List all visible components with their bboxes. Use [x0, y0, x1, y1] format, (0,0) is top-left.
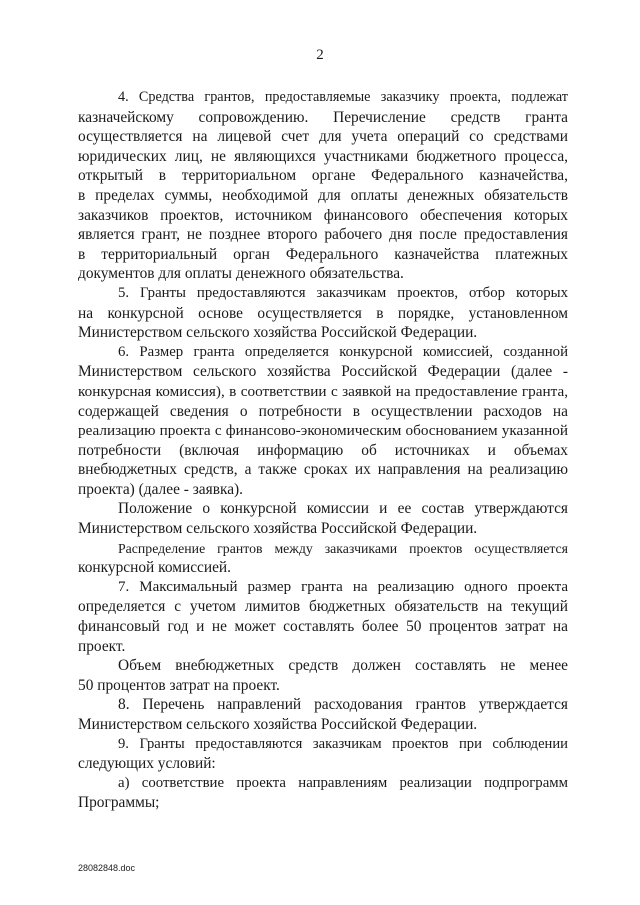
paragraph-6-line: 6. Размер гранта определяется конкурсной комиссией, созданной [118, 343, 568, 360]
paragraph-5-line: Министерством сельского хозяйства Российской Федерации. [78, 324, 478, 342]
paragraph-4-line: казначейскому сопровождению. Перечисление средств гранта [78, 108, 568, 126]
paragraph-7-line: проект. [78, 637, 126, 655]
paragraph-4-line: юридических лиц, не являющихся участниками бюджетного процесса, [78, 147, 568, 165]
extrabudget-paragraph-line: Объем внебюджетных средств должен составлять не менее [118, 657, 568, 675]
paragraph-4-line: открытый в территориальном органе Федерального казначейства, [78, 167, 568, 185]
condition-a-line: а) соответствие проекта направлениям реализации подпрограмм [118, 774, 568, 791]
paragraph-4-line: в пределах суммы, необходимой для оплаты денежных обязательств [78, 186, 568, 204]
extrabudget-paragraph-line: 50 процентов затрат на проект. [78, 676, 280, 694]
paragraph-6-line: Министерством сельского хозяйства Российской Федерации (далее - [78, 363, 568, 381]
paragraph-6-line: содержащей сведения о потребности в осуществлении расходов на [78, 402, 568, 420]
paragraph-9-line: 9. Гранты предоставляются заказчикам проектов при соблюдении [118, 735, 568, 752]
paragraph-7-line: 7. Максимальный размер гранта на реализацию одного проекта [118, 578, 568, 595]
paragraph-7-line: определяется с учетом лимитов бюджетных обязательств на текущий [78, 598, 568, 616]
commission-paragraph-line: Положение о конкурсной комиссии и ее состав утверждаются [118, 500, 568, 518]
document-body [78, 88, 568, 813]
distribution-paragraph-line: Распределение грантов между заказчиками проектов осуществляется [118, 540, 568, 556]
paragraph-7-line: финансовый год и не может составлять более 50 процентов затрат на [78, 618, 568, 636]
paragraph-6-line: конкурсная комиссия), в соответствии с заявкой на предоставление гранта, [78, 382, 568, 400]
paragraph-4-line: заказчиков проектов, источником финансового обеспечения которых [78, 206, 568, 224]
paragraph-6-line: проекта) (далее - заявка). [78, 480, 244, 498]
paragraph-8-line: Министерством сельского хозяйства Российской Федерации. [78, 716, 478, 733]
paragraph-6-line: внебюджетных средств, а также сроках их направления на реализацию [78, 461, 568, 479]
paragraph-5-line: на конкурсной основе осуществляется в порядке, установленном [78, 304, 568, 322]
paragraph-8-line: 8. Перечень направлений расходования грантов утверждается [118, 696, 568, 714]
paragraph-4-line: осуществляется на лицевой счет для учета операций со средствами [78, 128, 568, 146]
distribution-paragraph-line: конкурсной комиссией. [78, 559, 232, 577]
paragraph-9-line: следующих условий: [78, 755, 216, 773]
file-name-footer: 28082848.doc [78, 863, 136, 873]
commission-paragraph-line: Министерством сельского хозяйства Российской Федерации. [78, 520, 478, 538]
paragraph-6-line: реализацию проекта с финансово-экономическим обоснованием указанной [78, 422, 568, 440]
condition-a-line: Программы; [78, 794, 160, 812]
page-number: 2 [316, 47, 324, 63]
paragraph-4-line: является грант, не позднее второго рабочего дня после предоставления [78, 226, 568, 244]
paragraph-4-line: 4. Средства грантов, предоставляемые заказчику проекта, подлежат [118, 89, 568, 105]
paragraph-6-line: потребности (включая информацию об источниках и объемах [78, 441, 568, 459]
paragraph-4-line: в территориальный орган Федерального казначейства платежных [78, 245, 568, 263]
paragraph-5-line: 5. Гранты предоставляются заказчикам проектов, отбор которых [118, 284, 568, 301]
paragraph-4-line: документов для оплаты денежного обязательства. [78, 265, 404, 283]
